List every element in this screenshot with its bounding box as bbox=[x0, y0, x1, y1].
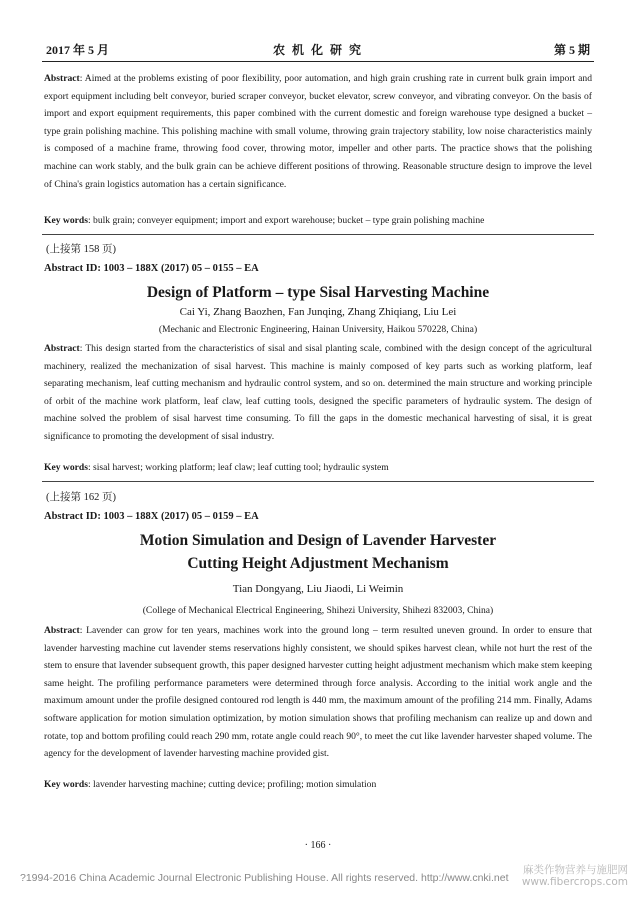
paper-affiliation: (Mechanic and Electronic Engineering, Hainan University, Haikou 570228, China) bbox=[158, 324, 478, 335]
keywords-label: Key words bbox=[44, 779, 88, 790]
continued-note: (上接第 162 页) bbox=[46, 492, 116, 503]
page-number: · 166 · bbox=[304, 840, 332, 851]
continued-note: (上接第 158 页) bbox=[46, 244, 116, 255]
abstract-paragraph bbox=[44, 70, 592, 193]
keywords-label: Key words bbox=[44, 215, 88, 226]
paper-affiliation: (College of Mechanical Electrical Engineering, Shihezi University, Shihezi 832003, China) bbox=[142, 605, 494, 616]
abstract-label: Abstract bbox=[44, 73, 80, 84]
watermark-line-2: www.fibercrops.com bbox=[521, 876, 628, 888]
abstract-text: : Lavender can grow for ten years, machines work into the ground long – term resulted uneven ground. In order to ensure that lavender harvesting machine cut lavender stems reservations highly consistent, we should spikes harvest clean, while not hurt the rest of the stem to ensure that lavender subsequent growth, this paper designed harvester cutting height adjustment mechanism which make stem keeping same height. The profiling performance parameters were determined through force analysis. According to the initial work angle and the maximum amount under the profile designed contoured rod length is 440 mm, the maximum amount of the profiling 214 mm. Finally, Adams software application for motion simulation optimization, by motion simulation shows that profiling mechanism can realize up and down and rotate, top and bottom profiling could reach 290 mm, rotate angle could reach 90°, to meet the cut like lavender harvester shaped volume. The agency for the development of lavender harvesting machine provided gist. bbox=[44, 625, 592, 760]
keywords-line bbox=[44, 459, 592, 477]
watermark bbox=[522, 864, 628, 888]
keywords-label: Key words bbox=[44, 462, 88, 473]
abstract-text: : This design started from the characteristics of sisal and sisal planting scale, combined with the design concept of the agricultural machinery, realized the mechanization of sisal harvest. This machine is mainly composed of key parts such as working platform, leaf separating mechanism, leaf cutting mechanism and hydraulic control system, and so on. determined the main structure and working principle of orbit of the machine work platform, leaf claw, leaf cutting tools, designed the specific parameters of hydraulic system. The design of machine solved the problem of sisal harvest time consuming. To fill the gaps in the domestic mechanical harvesting of sisal, it is great significance to promoting the development of sisal industry. bbox=[44, 343, 592, 442]
keywords-line bbox=[44, 776, 592, 794]
running-header bbox=[46, 36, 590, 58]
abstract-label: Abstract bbox=[44, 343, 80, 354]
journal-name: 农 机 化 研 究 bbox=[272, 43, 363, 57]
abstract-id: Abstract ID: 1003 – 188X (2017) 05 – 0155 – EA bbox=[44, 263, 259, 274]
keywords-text: : bulk grain; conveyer equipment; import and export warehouse; bucket – type grain polishing machine bbox=[87, 215, 485, 226]
header-issue: 第 5 期 bbox=[553, 43, 590, 57]
abstract-id: Abstract ID: 1003 – 188X (2017) 05 – 0159 – EA bbox=[44, 511, 259, 522]
abstract-paragraph bbox=[44, 340, 592, 446]
copyright-footer: ?1994-2016 China Academic Journal Electronic Publishing House. All rights reserved. http://www.cnki.net bbox=[20, 872, 509, 884]
section-divider bbox=[42, 234, 594, 235]
paper-authors: Cai Yi, Zhang Baozhen, Fan Junqing, Zhang Zhiqiang, Liu Lei bbox=[179, 306, 457, 318]
keywords-text: : sisal harvest; working platform; leaf claw; leaf cutting tool; hydraulic system bbox=[87, 462, 389, 473]
abstract-label: Abstract bbox=[44, 625, 80, 636]
header-rule bbox=[42, 61, 594, 62]
paper-title-line-1: Motion Simulation and Design of Lavender Harvester bbox=[139, 532, 497, 549]
section-divider bbox=[42, 481, 594, 482]
keywords-text: : lavender harvesting machine; cutting device; profiling; motion simulation bbox=[87, 779, 377, 790]
watermark-line-1: 麻类作物营养与施肥网 bbox=[523, 864, 628, 876]
paper-authors: Tian Dongyang, Liu Jiaodi, Li Weimin bbox=[232, 583, 404, 595]
paper-title-line-2: Cutting Height Adjustment Mechanism bbox=[187, 555, 449, 572]
keywords-line bbox=[44, 212, 592, 230]
abstract-text: : Aimed at the problems existing of poor flexibility, poor automation, and high grain crushing rate in current bulk grain import and export equipment including belt conveyor, buried scraper conveyor, bucket elevator, screw conveyor, and vibrating conveyor. On the basis of import and export equipment requirements, this paper combined with the current domestic and foreign warehouse type designed a bucket – type grain polishing machine. This polishing machine with small volume, throwing grain trajectory stability, low noise characteristics mainly is composed of a machine frame, throwing food cover, throwing motor, impeller and other parts. The practice shows that the polishing machine can work stably, and the bulk grain can be achieve different positions of throwing. Reasonable structure design to improve the level of China's grain logistics automation has a certain significance. bbox=[44, 73, 592, 190]
paper-title: Design of Platform – type Sisal Harvesting Machine bbox=[146, 284, 490, 301]
header-date: 2017 年 5 月 bbox=[46, 43, 110, 57]
abstract-paragraph bbox=[44, 622, 592, 763]
